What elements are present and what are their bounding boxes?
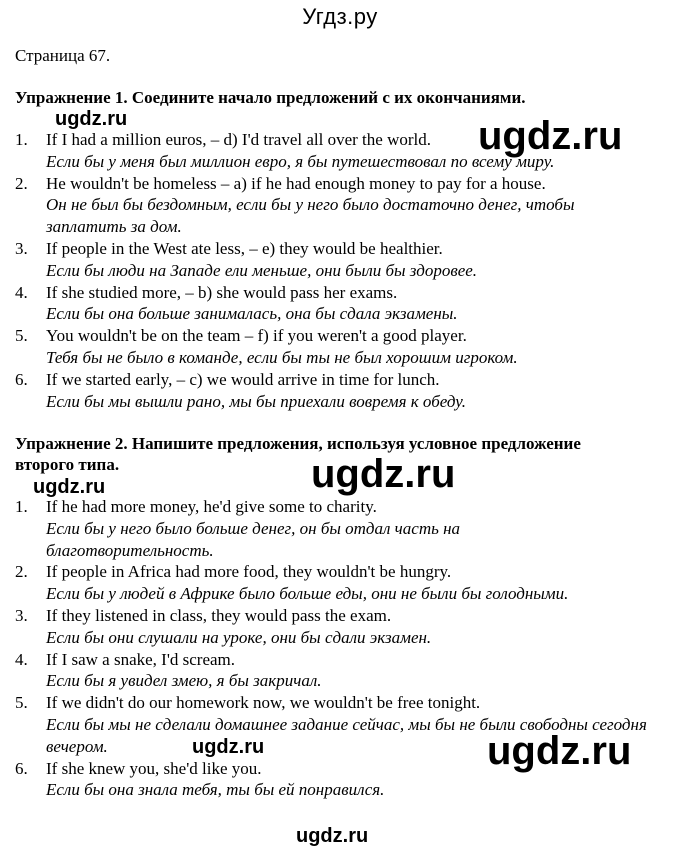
exercise2-heading-line1: Упражнение 2. Напишите предложения, используя условное предложение xyxy=(15,434,581,453)
russian-translation: Если бы мы вышли рано, мы бы приехали вовремя к обеду. xyxy=(46,391,466,411)
item-number: 6. xyxy=(15,369,28,389)
english-sentence: If I had a million euros, – d) I'd travel all over the world. xyxy=(46,130,431,149)
item-number: 3. xyxy=(15,238,28,258)
watermark-small: ugdz.ru xyxy=(192,736,265,758)
russian-translation: Если бы они слушали на уроке, они бы сдали экзамен. xyxy=(46,627,432,647)
russian-translation: Если бы она больше занималась, она бы сдала экзамены. xyxy=(46,304,458,324)
list-item xyxy=(15,282,665,326)
list-item xyxy=(15,649,665,693)
watermark-large: ugdz.ru xyxy=(478,114,623,158)
exercise1-list xyxy=(15,129,665,412)
item-number: 6. xyxy=(15,758,28,778)
russian-translation: Если бы люди на Западе ели меньше, они были бы здоровее. xyxy=(46,260,478,280)
russian-translation: Если бы мы не сделали домашнее задание сейчас, мы бы не были свободны сегодня вечером. xyxy=(46,714,647,756)
item-number: 5. xyxy=(15,693,28,713)
russian-translation: Если бы она знала тебя, ты бы ей понравился. xyxy=(46,780,385,800)
item-number: 4. xyxy=(15,282,28,302)
item-number: 5. xyxy=(15,326,28,346)
list-item xyxy=(15,325,665,369)
english-sentence: If we didn't do our homework now, we wouldn't be free tonight. xyxy=(46,693,481,713)
watermark-small: ugdz.ru xyxy=(33,476,106,498)
english-sentence: If I saw a snake, I'd scream. xyxy=(46,649,236,669)
exercise1-heading: Упражнение 1. Соедините начало предложений с их окончаниями. xyxy=(15,88,526,107)
list-item xyxy=(15,238,665,282)
item-number: 2. xyxy=(15,562,28,582)
english-sentence: If people in Africa had more food, they wouldn't be hungry. xyxy=(46,562,452,582)
watermark-small: ugdz.ru xyxy=(55,108,128,130)
item-number: 1. xyxy=(15,130,28,149)
english-sentence: If they listened in class, they would pass the exam. xyxy=(46,605,392,625)
english-sentence: He wouldn't be homeless – a) if he had enough money to pay for a house. xyxy=(46,173,546,193)
list-item xyxy=(15,605,665,649)
list-item xyxy=(15,173,665,238)
russian-translation: Тебя бы не было в команде, если бы ты не был хорошим игроком. xyxy=(46,347,518,367)
english-sentence: If she knew you, she'd like you. xyxy=(46,758,262,778)
russian-translation: Если бы у меня был миллион евро, я бы путешествовал по всему миру. xyxy=(46,151,555,171)
english-sentence: If we started early, – c) we would arrive in time for lunch. xyxy=(46,369,440,389)
item-number: 4. xyxy=(15,649,28,669)
list-item xyxy=(15,561,665,605)
watermark-large: ugdz.ru xyxy=(487,729,632,773)
watermark-small: ugdz.ru xyxy=(296,825,369,847)
item-number: 3. xyxy=(15,605,28,625)
russian-translation: Он не был бы бездомным, если бы у него было достаточно денег, чтобы заплатить за дом. xyxy=(46,195,575,237)
russian-translation: Если бы у людей в Африке было больше еды, они не были бы голодными. xyxy=(46,584,569,604)
exercise2-heading-line2: второго типа. xyxy=(15,455,120,474)
english-sentence: If he had more money, he'd give some to charity. xyxy=(46,497,377,516)
watermark-large: ugdz.ru xyxy=(311,452,456,496)
list-item xyxy=(15,496,665,561)
exercise2-heading xyxy=(15,433,581,475)
item-number: 2. xyxy=(15,173,28,193)
russian-translation: Если бы я увидел змею, я бы закричал. xyxy=(46,671,322,691)
site-title: Угдз.ру xyxy=(302,4,378,29)
english-sentence: If she studied more, – b) she would pass her exams. xyxy=(46,282,398,302)
russian-translation: Если бы у него было больше денег, он бы отдал часть на благотворительность. xyxy=(46,518,461,560)
list-item xyxy=(15,369,665,413)
english-sentence: You wouldn't be on the team – f) if you weren't a good player. xyxy=(46,326,467,346)
english-sentence: If people in the West ate less, – e) they would be healthier. xyxy=(46,238,443,258)
item-number: 1. xyxy=(15,497,28,516)
page-label: Страница 67. xyxy=(15,46,111,65)
